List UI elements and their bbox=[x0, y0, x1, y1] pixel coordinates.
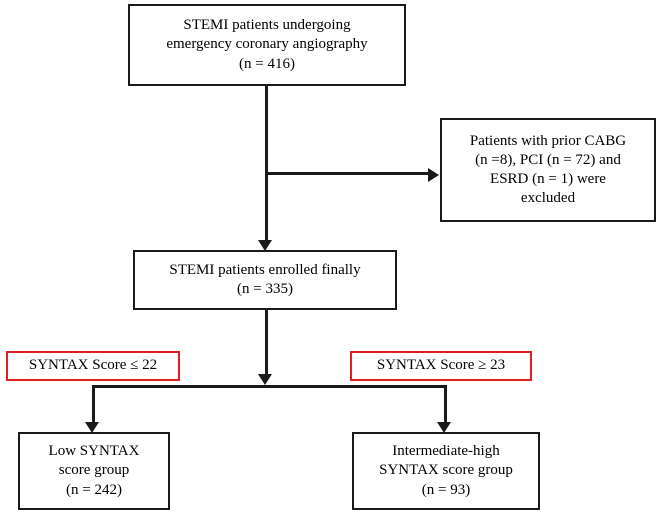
node-text-line: ESRD (n = 1) were bbox=[490, 171, 606, 187]
node-stemi-patients-enrolled bbox=[133, 250, 397, 310]
connector-top-to-enrolled bbox=[265, 86, 268, 244]
node-text-line: emergency coronary angiography bbox=[166, 36, 368, 53]
node-low-syntax-score-group bbox=[18, 432, 170, 510]
node-text-line: (n = 242) bbox=[66, 481, 122, 498]
node-text-line: (n = 93) bbox=[421, 481, 471, 498]
arrowhead-split bbox=[258, 374, 272, 385]
node-text-line: STEMI patients undergoing bbox=[183, 17, 351, 34]
node-text-line: SYNTAX Score ≥ 23 bbox=[376, 357, 506, 374]
node-text-line: (n =8), PCI (n = 72) and bbox=[475, 151, 621, 168]
node-text-line: SYNTAX Score ≤ 22 bbox=[28, 357, 158, 374]
node-excluded-patients bbox=[440, 118, 656, 222]
node-text-line: score group bbox=[58, 462, 130, 479]
connector-to-excluded bbox=[265, 172, 432, 175]
node-text-line: (n = 335) bbox=[237, 281, 293, 297]
node-text-line: excluded bbox=[520, 190, 576, 207]
node-text-line: Patients with prior CABG bbox=[469, 132, 627, 149]
node-intermediate-high-syntax-score-group bbox=[352, 432, 540, 510]
node-text-line: (n = 416) bbox=[239, 55, 295, 72]
node-stemi-patients-undergoing-angiography bbox=[128, 4, 406, 86]
arrowhead-excluded bbox=[428, 168, 439, 182]
label-syntax-score-low bbox=[6, 351, 180, 381]
connector-enrolled-to-split bbox=[265, 310, 268, 380]
label-syntax-score-high bbox=[350, 351, 532, 381]
node-text-line: SYNTAX score group bbox=[379, 462, 513, 479]
node-text-line: Intermediate-high bbox=[392, 443, 500, 460]
node-text-line: STEMI patients enrolled finally bbox=[169, 261, 361, 278]
connector-split-bar bbox=[92, 385, 446, 388]
node-text-line: Low SYNTAX bbox=[48, 443, 140, 460]
